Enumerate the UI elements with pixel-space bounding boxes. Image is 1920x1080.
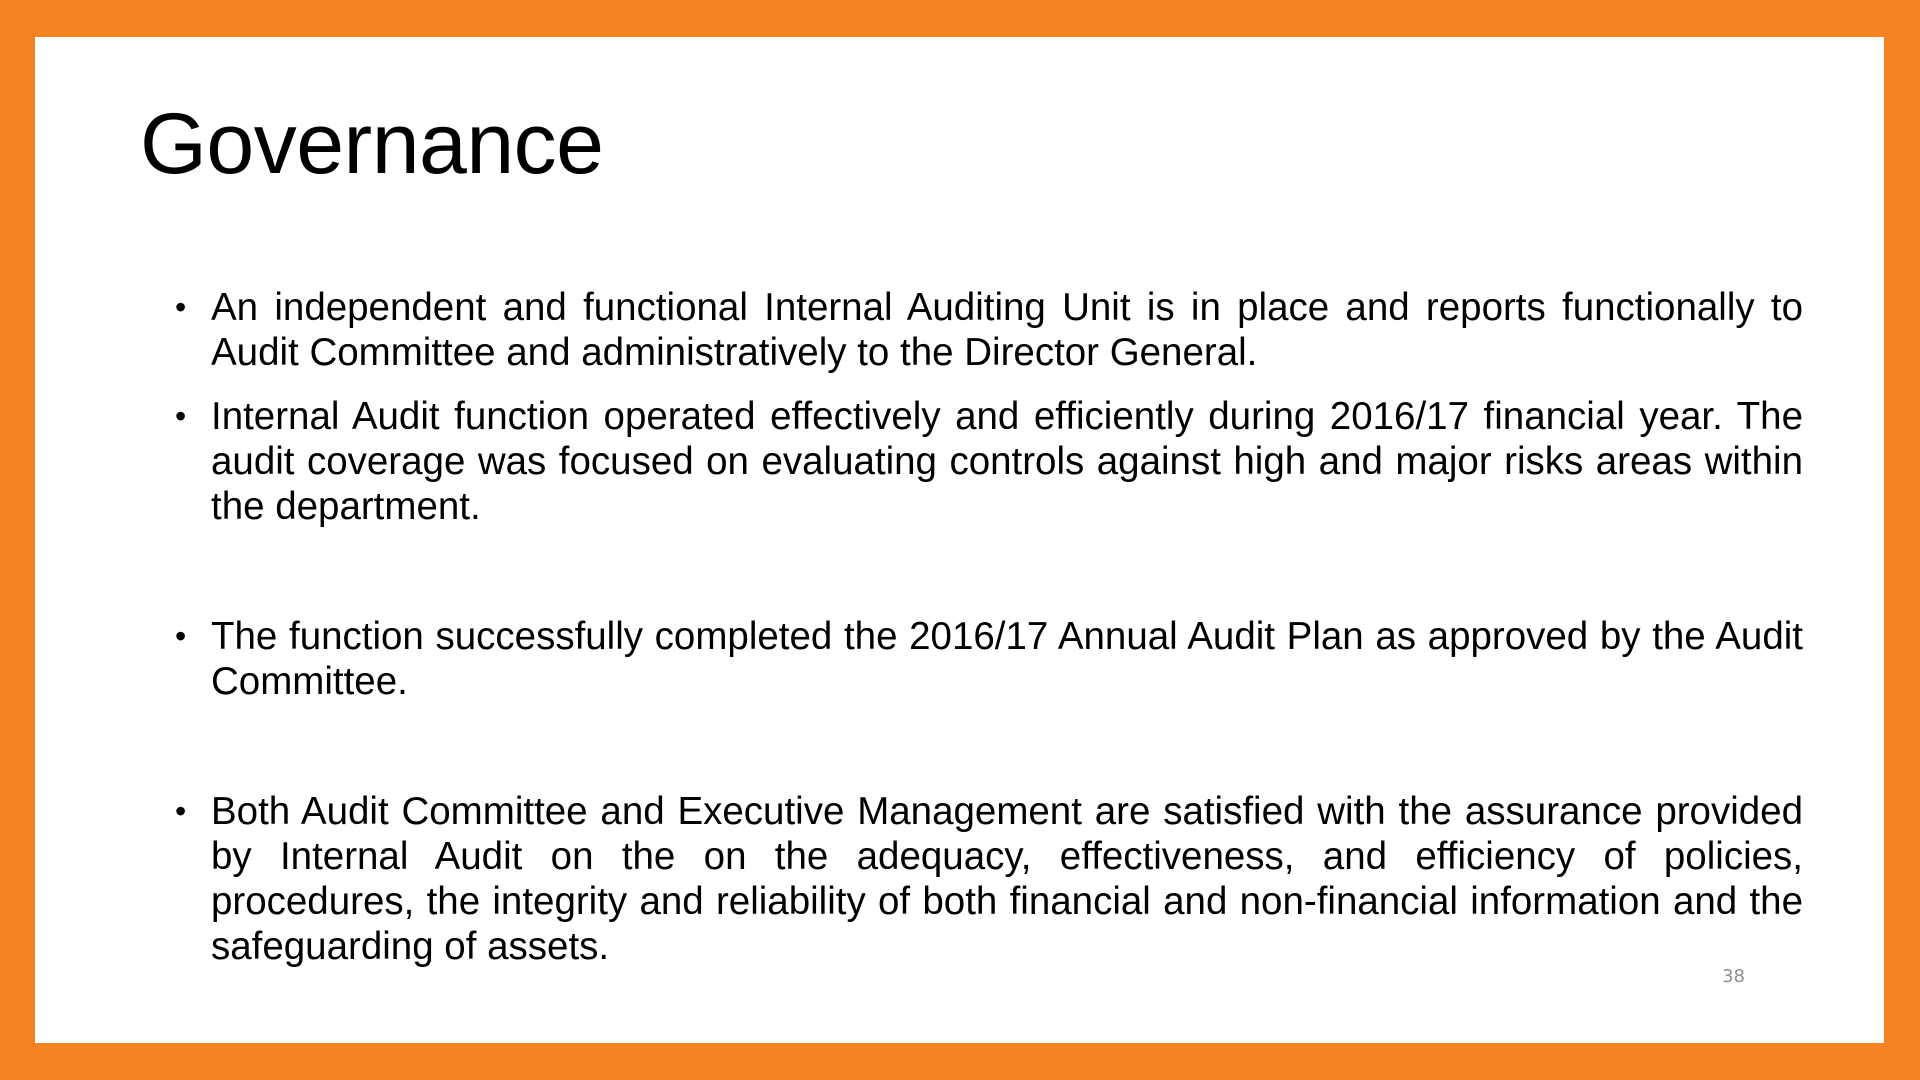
bullet-item-audit-function bbox=[175, 394, 1803, 529]
bullet-item-annual-plan bbox=[175, 614, 1803, 704]
page-number: 38 bbox=[1722, 966, 1745, 987]
bullet-text: Internal Audit function operated effectively and efficiently during 2016/17 financial year. The audit coverage was focused on evaluating controls against high and major risks areas within the department. bbox=[211, 395, 1803, 528]
bullet-text: An independent and functional Internal Auditing Unit is in place and reports functionally to Audit Committee and administratively to the Director General. bbox=[211, 286, 1803, 374]
slide-title: Governance bbox=[140, 96, 604, 192]
bullet-item-internal-audit-unit bbox=[175, 285, 1803, 375]
bullet-icon: • bbox=[175, 618, 187, 654]
bullet-icon: • bbox=[175, 398, 187, 434]
bullet-text: Both Audit Committee and Executive Management are satisfied with the assurance provided by Internal Audit on the on the adequacy, effectiveness, and efficiency of policies, procedures, the integrity and reliability of both financial and non-financial information and the safeguarding of assets. bbox=[211, 790, 1803, 968]
bullet-text: The function successfully completed the 2016/17 Annual Audit Plan as approved by the Audit Committee. bbox=[211, 615, 1803, 703]
slide-canvas bbox=[35, 37, 1884, 1043]
bullet-icon: • bbox=[175, 289, 187, 325]
bullet-item-assurance bbox=[175, 789, 1803, 969]
bullet-list bbox=[175, 285, 1803, 969]
bullet-icon: • bbox=[175, 793, 187, 829]
